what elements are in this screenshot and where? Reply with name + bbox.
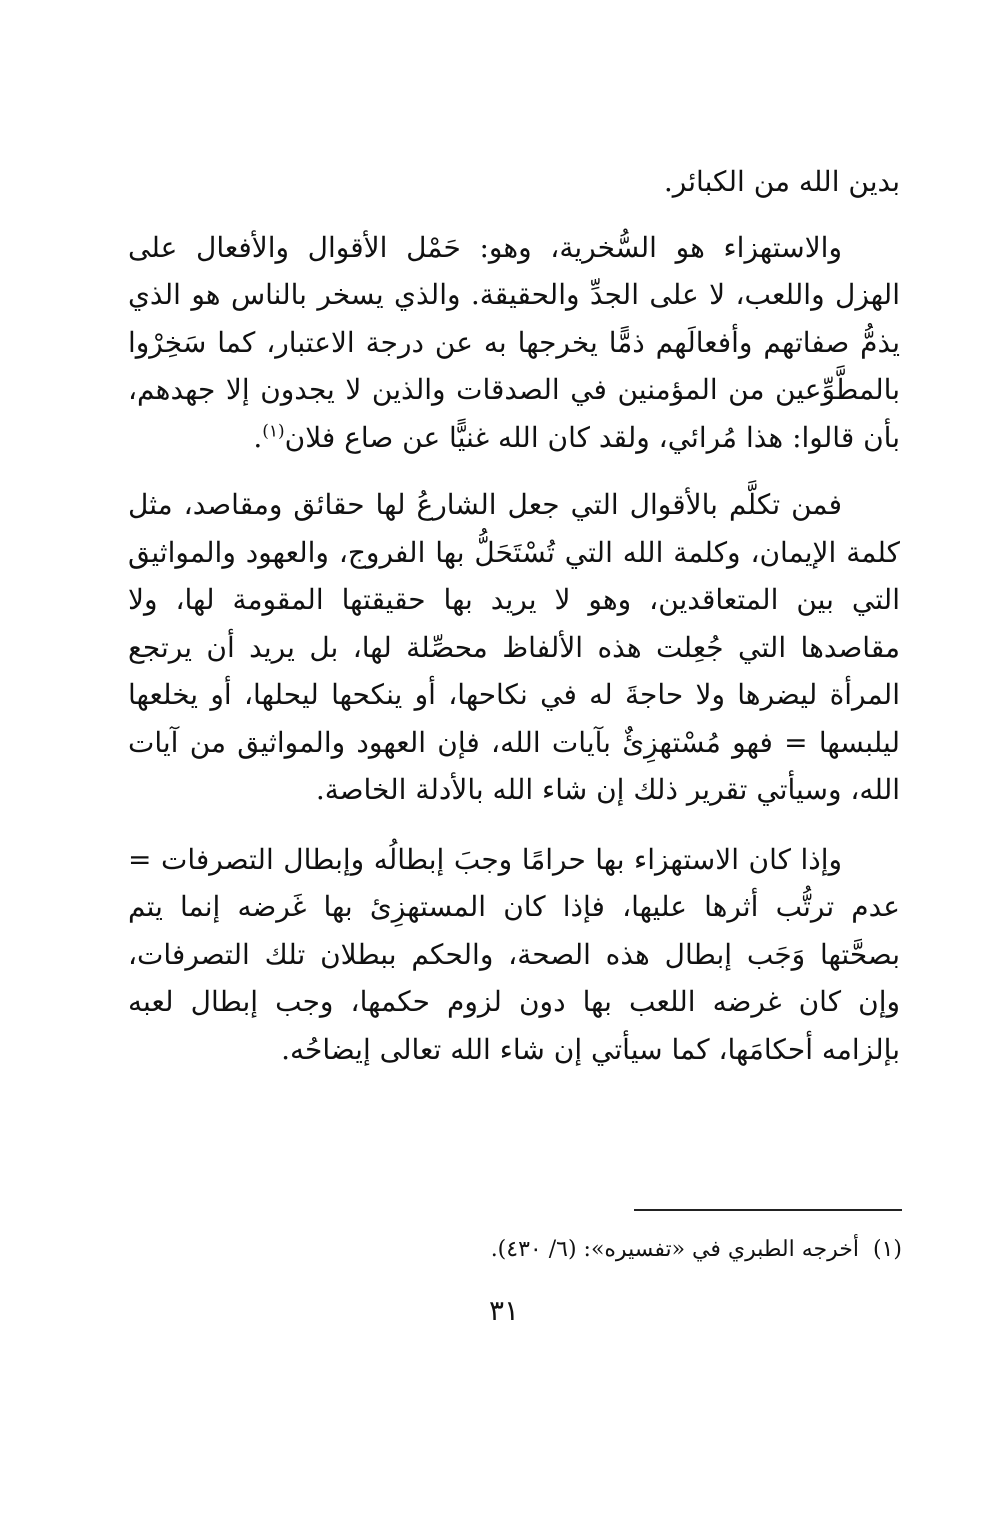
paragraph-4: وإذا كان الاستهزاء بها حرامًا وجبَ إبطالُه وإبطال التصرفات = عدم ترتُّب أثرها عليها، فإذا كان المستهزِئ بها غَرضه إنما يتم بصحَّتها وَجَب إبطال هذه الصحة، والحكم ببطلان تلك التصرفات، وإن كان غرضه اللعب بها دون لزوم حكمها، وجب إبطال لعبه بإلزامه أحكامَها، كما سيأتي إن شاء الله تعالى إيضاحُه. (128, 842, 900, 1066)
footnote-number: (١) (872, 1237, 902, 1262)
main-text (128, 158, 900, 1073)
paragraph-2 (128, 224, 900, 462)
paragraph-2-end: . (253, 420, 263, 454)
footnote-reference[interactable]: (١) (262, 421, 285, 442)
footnote-divider (634, 1209, 902, 1211)
paragraph-1: بدين الله من الكبائر. (663, 165, 900, 198)
footnote-text: أخرجه الطبري في «تفسيره»: (٦/ ٤٣٠). (490, 1237, 859, 1262)
footnote (122, 1234, 902, 1266)
paragraph-3: فمن تكلَّم بالأقوال التي جعل الشارعُ لها حقائق ومقاصد، مثل كلمة الإيمان، وكلمة الله التي تُسْتَحَلُّ بها الفروج، والعهود والمواثيق التي بين المتعاقدين، وهو لا يريد بها حقيقتها المقومة لها، ولا مقاصدها التي جُعِلت هذه الألفاظ محصِّلة لها، بل يريد أن يرتجع المرأة ليضرها ولا حاجةَ له في نكاحها، أو ينكحها ليحلها، أو يخلعها ليلبسها = فهو مُسْتهزِئٌ بآيات الله، فإن العهود والمواثيق من آيات الله، وسيأتي تقرير ذلك إن شاء الله بالأدلة الخاصة. (128, 488, 900, 806)
paragraph-2-text: والاستهزاء هو السُّخرية، وهو: حَمْل الأقوال والأفعال على الهزل واللعب، لا على الجدِّ والحقيقة. والذي يسخر بالناس هو الذي يذمُّ صفاتهم وأفعالَهم ذمًّا يخرجها به عن درجة الاعتبار، كما سَخِرْوا بالمطَّوِّعين من المؤمنين في الصدقات والذين لا يجدون إلا جهدهم، بأن قالوا: هذا مُرائي، ولقد كان الله غنيًّا عن صاع فلان (128, 230, 901, 454)
page-number: ٣١ (488, 1294, 520, 1327)
